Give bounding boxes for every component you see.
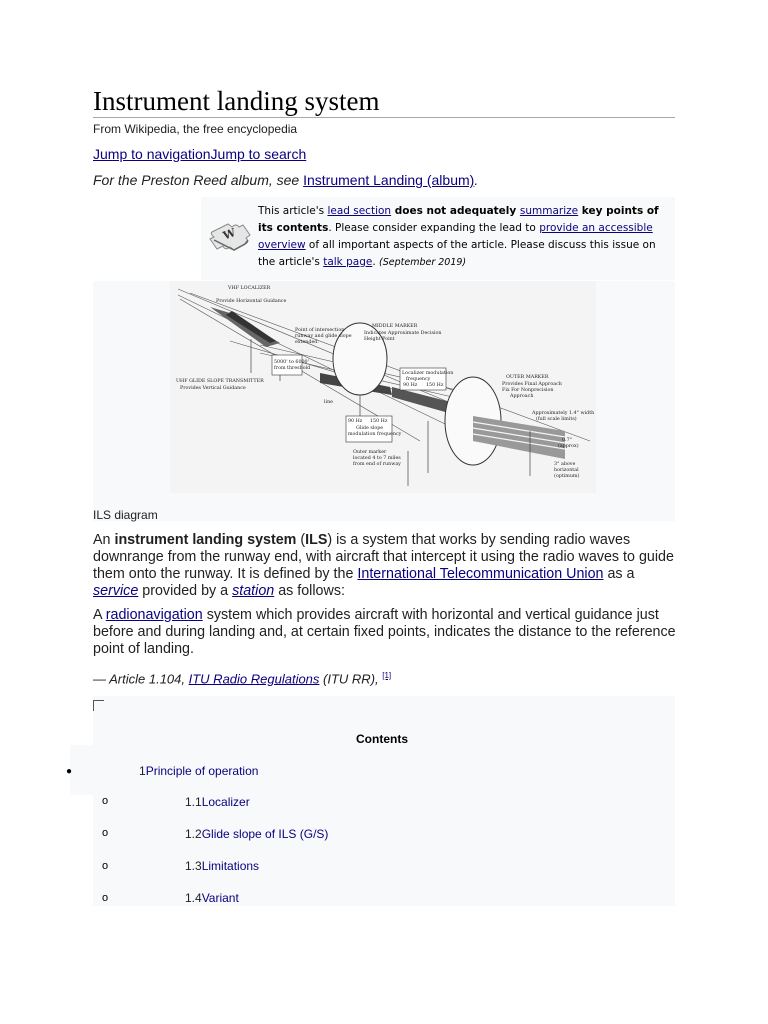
- quote-text: A: [93, 607, 106, 623]
- quote-attribution: [93, 671, 391, 686]
- diagram-label: MIDDLE MARKER: [372, 324, 418, 329]
- toc-link[interactable]: Principle of operation: [145, 764, 259, 778]
- toc-number: 1.4: [185, 891, 202, 905]
- lead-paragraph: [93, 532, 678, 600]
- toc-item[interactable]: [139, 764, 258, 778]
- diagram-label: 150 Hz: [426, 383, 444, 388]
- notice-date: (September 2019): [379, 257, 467, 268]
- lead-text: ) is a system that works by sending radio waves downrange from the runway end, with aircraft that intercept it using the radio waves to guide them onto the runway. It is defined by the: [93, 532, 674, 582]
- toc-title: Contents: [356, 732, 408, 746]
- diagram-label: runway and glide slope: [295, 334, 352, 339]
- diagram-label: Height Point: [364, 337, 395, 342]
- toc-bullet: o: [102, 827, 109, 839]
- itu-link[interactable]: International Telecommunication Union: [357, 566, 604, 582]
- toc-bullet: o: [102, 892, 109, 904]
- hatnote-link[interactable]: Instrument Landing (album): [303, 172, 475, 188]
- toc-link[interactable]: Localizer: [201, 795, 250, 809]
- diagram-label: Provides Final Approach: [502, 382, 562, 387]
- diagram-label: 90 Hz: [348, 419, 363, 424]
- toc-item[interactable]: [185, 795, 250, 809]
- radionavigation-link[interactable]: radionavigation: [105, 607, 203, 623]
- toc-bullet: ●: [66, 766, 73, 777]
- puzzle-piece-icon: [208, 218, 252, 252]
- attribution-text: — Article 1.104,: [93, 671, 189, 687]
- lead-bold: ILS: [305, 532, 328, 548]
- attribution-text: (ITU RR),: [319, 671, 383, 687]
- toc-link[interactable]: Limitations: [201, 859, 260, 873]
- reference-link[interactable]: [1]: [382, 671, 392, 680]
- tagline: From Wikipedia, the free encyclopedia: [93, 122, 298, 136]
- talk-page-link[interactable]: talk page: [323, 256, 373, 268]
- diagram-label: from end of runway: [353, 462, 401, 467]
- diagram-label: Indicates Approximate Decision: [364, 331, 442, 336]
- toc-item[interactable]: [185, 891, 239, 905]
- diagram-label: (optimum): [554, 474, 580, 479]
- diagram-label: 3° above: [554, 462, 576, 467]
- definition-quote: [93, 607, 678, 658]
- diagram-label: Approach: [510, 394, 534, 399]
- diagram-label: modulation frequency: [348, 432, 402, 437]
- diagram-label: UHF GLIDE SLOPE TRANSMITTER: [176, 379, 264, 384]
- diagram-label: 5000' to 6000': [274, 360, 309, 365]
- diagram-label: extended.: [295, 340, 319, 345]
- diagram-label: Provides Vertical Guidance: [180, 386, 246, 391]
- svg-text:W: W: [221, 225, 238, 243]
- quote-text: system which provides aircraft with horizontal and vertical guidance just before and during landing and, at certain fixed points, indicates the distance to the reference point of landing.: [93, 607, 676, 657]
- diagram-label: 90 Hz: [403, 383, 418, 388]
- diagram-label: Outer marker: [353, 450, 387, 455]
- diagram-label: located 4 to 7 miles: [353, 456, 401, 461]
- hatnote-suffix: .: [474, 172, 479, 188]
- toc-link[interactable]: Variant: [201, 891, 239, 905]
- diagram-label: VHF LOCALIZER: [228, 286, 271, 291]
- accessible-overview-link[interactable]: provide an accessible overview: [258, 222, 653, 251]
- lead-text: as a: [603, 566, 635, 582]
- jump-to-navigation-link[interactable]: Jump to navigation: [93, 146, 211, 162]
- diagram-label: horizontal: [554, 468, 579, 473]
- diagram-label: OUTER MARKER: [506, 375, 549, 380]
- lead-section-link[interactable]: lead section: [327, 205, 392, 217]
- service-link[interactable]: service: [93, 583, 139, 599]
- diagram-label: Localizer modulation: [402, 371, 454, 376]
- hatnote-prefix: For the Preston Reed album, see: [93, 172, 304, 188]
- lead-text: (: [296, 532, 306, 548]
- toc-number: 1.3: [185, 859, 202, 873]
- diagram-label: Glide slope: [356, 426, 384, 431]
- notice-text-bold: key points of its contents: [258, 205, 659, 234]
- toc-box: [93, 696, 675, 906]
- jump-to-search-link[interactable]: Jump to search: [210, 146, 307, 162]
- toc-number: 1.2: [185, 827, 202, 841]
- diagram-label: line: [324, 400, 333, 405]
- hatnote: [93, 172, 478, 188]
- diagram-label: Point of intersection: [295, 328, 345, 333]
- toc-item[interactable]: [185, 859, 259, 873]
- toc-item[interactable]: [185, 827, 328, 841]
- itu-radio-regulations-link[interactable]: ITU Radio Regulations: [188, 671, 320, 687]
- diagram-label: Approximately 1.4° width: [532, 411, 595, 416]
- page-title: Instrument landing system: [93, 86, 380, 116]
- title-divider: [93, 117, 675, 118]
- diagram-label: Provide Horizontal Guidance: [216, 299, 287, 304]
- station-link[interactable]: station: [232, 583, 275, 599]
- toc-bullet: o: [102, 795, 109, 807]
- lead-text: provided by a: [138, 583, 233, 599]
- jump-links: [93, 146, 306, 162]
- diagram-label: (approx): [558, 444, 579, 449]
- toc-background-strip: [70, 745, 93, 795]
- notice-text: This article's: [258, 205, 328, 217]
- lead-text: as follows:: [274, 583, 345, 599]
- toc-bullet: o: [102, 860, 109, 872]
- summarize-link[interactable]: summarize: [519, 205, 579, 217]
- diagram-label: Fix For Nonprecision: [502, 388, 554, 393]
- toc-number: 1: [139, 764, 146, 778]
- notice-text-bold: does not adequately: [391, 205, 520, 217]
- diagram-label: (full scale limits): [536, 417, 577, 422]
- lead-bold: instrument landing system: [114, 532, 297, 548]
- toc-number: 1.1: [185, 795, 202, 809]
- diagram-label: 150 Hz: [370, 419, 388, 424]
- ils-diagram-image[interactable]: [170, 281, 596, 493]
- diagram-label: frequency: [406, 377, 431, 382]
- toc-link[interactable]: Glide slope of ILS (G/S): [201, 827, 329, 841]
- notice-text: . Please consider expanding the lead to: [328, 222, 540, 234]
- diagram-label: from threshold: [274, 366, 311, 371]
- notice-text: .: [372, 256, 380, 268]
- notice-text: of all important aspects of the article. Please discuss this issue on the article's: [258, 239, 656, 268]
- toc-toggle-checkbox[interactable]: [93, 700, 104, 711]
- diagram-label: 0.7°: [562, 438, 573, 443]
- maintenance-notice-text: [258, 203, 668, 271]
- figure-caption: ILS diagram: [93, 508, 158, 522]
- lead-text: An: [93, 532, 115, 548]
